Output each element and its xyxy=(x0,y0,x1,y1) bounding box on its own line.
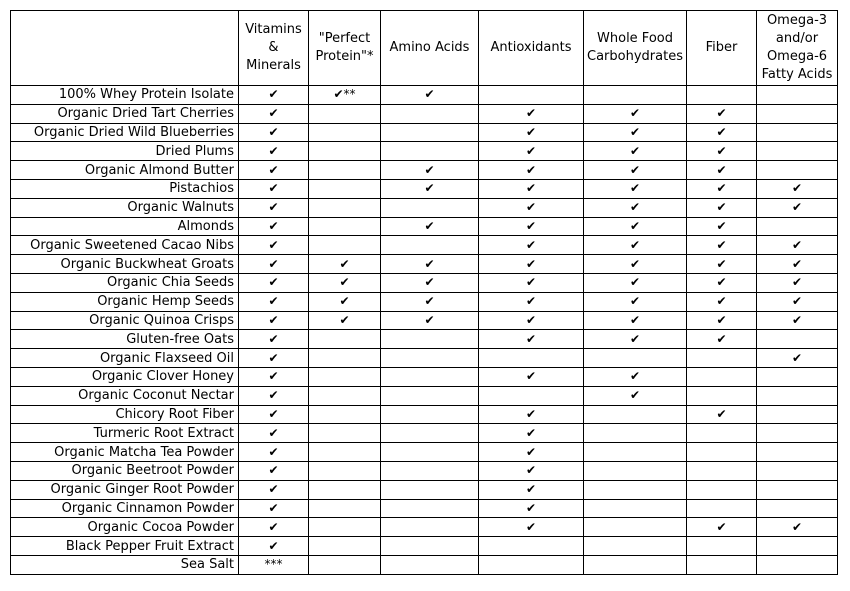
ingredient-name: Organic Almond Butter xyxy=(11,161,239,180)
table-cell xyxy=(381,461,479,480)
check-icon: ✔ xyxy=(239,424,309,443)
check-icon: ✔ xyxy=(239,537,309,556)
table-row xyxy=(11,405,838,424)
check-icon: ✔ xyxy=(584,123,687,142)
check-icon: ✔ xyxy=(584,367,687,386)
table-cell xyxy=(687,367,757,386)
ingredient-name: Organic Buckwheat Groats xyxy=(11,255,239,274)
ingredient-name: Organic Walnuts xyxy=(11,198,239,217)
check-icon: ✔ xyxy=(584,311,687,330)
ingredient-name: Dried Plums xyxy=(11,142,239,161)
table-cell xyxy=(309,198,381,217)
check-icon: ✔ xyxy=(479,405,584,424)
table-cell xyxy=(479,386,584,405)
check-icon: ✔ xyxy=(479,480,584,499)
nutrition-comparison-table xyxy=(10,10,838,575)
check-icon: ✔ xyxy=(757,198,838,217)
check-icon: ✔ xyxy=(239,198,309,217)
table-cell xyxy=(687,461,757,480)
table-row xyxy=(11,480,838,499)
column-header: Vitamins & Minerals xyxy=(239,11,309,86)
table-cell: *** xyxy=(239,555,309,574)
table-cell xyxy=(757,104,838,123)
table-cell xyxy=(687,349,757,368)
check-icon: ✔ xyxy=(584,161,687,180)
check-icon: ✔ xyxy=(381,311,479,330)
ingredient-name: Organic Ginger Root Powder xyxy=(11,480,239,499)
check-icon: ✔ xyxy=(687,518,757,537)
table-cell xyxy=(381,198,479,217)
table-cell xyxy=(757,123,838,142)
table-row xyxy=(11,236,838,255)
check-icon: ✔ xyxy=(687,273,757,292)
check-icon: ✔ xyxy=(687,123,757,142)
check-icon: ✔ xyxy=(239,123,309,142)
table-row xyxy=(11,424,838,443)
ingredient-name: Organic Quinoa Crisps xyxy=(11,311,239,330)
table-cell xyxy=(757,161,838,180)
check-icon: ✔ xyxy=(381,217,479,236)
table-cell xyxy=(381,349,479,368)
column-header: Antioxidants xyxy=(479,11,584,86)
check-icon: ✔ xyxy=(309,311,381,330)
table-cell xyxy=(309,386,381,405)
check-icon: ✔ xyxy=(239,273,309,292)
check-icon: ✔ xyxy=(239,311,309,330)
table-cell xyxy=(309,179,381,198)
table-cell xyxy=(757,480,838,499)
ingredient-name: Organic Cocoa Powder xyxy=(11,518,239,537)
table-row xyxy=(11,104,838,123)
check-icon: ✔ xyxy=(479,236,584,255)
table-row xyxy=(11,461,838,480)
ingredient-name: Organic Dried Tart Cherries xyxy=(11,104,239,123)
ingredient-name: Black Pepper Fruit Extract xyxy=(11,537,239,556)
table-cell xyxy=(309,499,381,518)
check-icon: ✔ xyxy=(479,255,584,274)
table-cell xyxy=(757,424,838,443)
table-cell xyxy=(309,443,381,462)
table-cell xyxy=(309,424,381,443)
table-row xyxy=(11,330,838,349)
table-cell xyxy=(479,555,584,574)
check-icon: ✔ xyxy=(239,142,309,161)
check-icon: ✔ xyxy=(479,367,584,386)
table-cell xyxy=(757,537,838,556)
ingredient-name: Organic Chia Seeds xyxy=(11,273,239,292)
check-icon: ✔ xyxy=(479,499,584,518)
check-icon: ✔ xyxy=(309,255,381,274)
table-cell xyxy=(309,405,381,424)
check-icon: ✔ xyxy=(239,386,309,405)
check-icon: ✔ xyxy=(479,424,584,443)
check-icon: ✔ xyxy=(239,255,309,274)
check-icon: ✔ xyxy=(239,499,309,518)
check-icon: ✔ xyxy=(584,198,687,217)
check-icon: ✔ xyxy=(479,198,584,217)
table-cell xyxy=(687,86,757,105)
table-cell xyxy=(757,386,838,405)
check-icon: ✔ xyxy=(584,273,687,292)
check-icon: ✔ xyxy=(479,330,584,349)
ingredient-name: Organic Beetroot Powder xyxy=(11,461,239,480)
column-header: Omega-3 and/or Omega-6 Fatty Acids xyxy=(757,11,838,86)
check-icon: ✔ xyxy=(479,104,584,123)
ingredient-name: Organic Clover Honey xyxy=(11,367,239,386)
table-cell xyxy=(584,443,687,462)
check-icon: ✔ xyxy=(239,330,309,349)
ingredient-name: Chicory Root Fiber xyxy=(11,405,239,424)
check-icon: ✔ xyxy=(239,161,309,180)
table-cell xyxy=(757,461,838,480)
check-icon: ✔ xyxy=(687,236,757,255)
check-icon: ✔ xyxy=(584,217,687,236)
check-icon: ✔ xyxy=(584,330,687,349)
check-icon: ✔ xyxy=(757,311,838,330)
table-cell xyxy=(381,142,479,161)
table-cell xyxy=(381,386,479,405)
check-icon: ✔ xyxy=(687,405,757,424)
table-cell xyxy=(309,104,381,123)
table-cell xyxy=(757,555,838,574)
header-blank xyxy=(11,11,239,86)
check-icon: ✔ xyxy=(479,461,584,480)
check-icon: ✔ xyxy=(239,443,309,462)
check-icon: ✔ xyxy=(687,104,757,123)
table-row xyxy=(11,386,838,405)
table-cell xyxy=(687,537,757,556)
table-cell xyxy=(584,349,687,368)
check-icon: ✔ xyxy=(239,349,309,368)
check-icon: ✔ xyxy=(584,104,687,123)
table-row xyxy=(11,311,838,330)
table-cell xyxy=(584,86,687,105)
column-header: Whole Food Carbohydrates xyxy=(584,11,687,86)
check-icon: ✔ xyxy=(687,292,757,311)
table-cell xyxy=(309,537,381,556)
table-cell xyxy=(757,86,838,105)
table-row xyxy=(11,292,838,311)
table-cell xyxy=(381,236,479,255)
check-icon: ✔ xyxy=(687,255,757,274)
check-icon: ✔ xyxy=(479,518,584,537)
check-icon: ✔ xyxy=(479,217,584,236)
check-icon: ✔ xyxy=(381,273,479,292)
table-cell xyxy=(381,480,479,499)
check-icon: ✔ xyxy=(687,217,757,236)
ingredient-name: Gluten-free Oats xyxy=(11,330,239,349)
table-cell xyxy=(687,443,757,462)
check-icon: ✔ xyxy=(687,179,757,198)
table-row xyxy=(11,518,838,537)
check-icon: ✔ xyxy=(381,86,479,105)
ingredient-name: 100% Whey Protein Isolate xyxy=(11,86,239,105)
table-row xyxy=(11,179,838,198)
table-cell xyxy=(309,142,381,161)
check-icon: ✔ xyxy=(381,179,479,198)
ingredient-name: Organic Cinnamon Powder xyxy=(11,499,239,518)
table-cell xyxy=(584,461,687,480)
table-cell xyxy=(584,537,687,556)
table-cell xyxy=(381,104,479,123)
check-icon: ✔ xyxy=(584,386,687,405)
check-icon: ✔ xyxy=(757,349,838,368)
table-row xyxy=(11,123,838,142)
table-cell xyxy=(309,349,381,368)
ingredient-name: Pistachios xyxy=(11,179,239,198)
ingredient-name: Sea Salt xyxy=(11,555,239,574)
check-icon: ✔ xyxy=(479,161,584,180)
column-header: "Perfect Protein"* xyxy=(309,11,381,86)
check-icon: ✔ xyxy=(479,292,584,311)
table-row xyxy=(11,273,838,292)
check-icon: ✔ xyxy=(757,179,838,198)
table-body xyxy=(11,86,838,575)
table-cell xyxy=(381,405,479,424)
check-icon: ✔ xyxy=(239,518,309,537)
check-icon: ✔ xyxy=(381,255,479,274)
check-icon: ✔ xyxy=(239,367,309,386)
check-icon: ✔ xyxy=(757,292,838,311)
table-row xyxy=(11,142,838,161)
ingredient-name: Organic Dried Wild Blueberries xyxy=(11,123,239,142)
table-cell xyxy=(687,499,757,518)
check-icon: ✔** xyxy=(309,86,381,105)
table-cell xyxy=(584,405,687,424)
check-icon: ✔ xyxy=(584,292,687,311)
check-icon: ✔ xyxy=(687,142,757,161)
table-cell xyxy=(309,217,381,236)
check-icon: ✔ xyxy=(757,273,838,292)
table-cell xyxy=(381,499,479,518)
check-icon: ✔ xyxy=(239,292,309,311)
table-cell xyxy=(309,367,381,386)
check-icon: ✔ xyxy=(757,236,838,255)
table-row xyxy=(11,443,838,462)
table-row xyxy=(11,367,838,386)
table-cell xyxy=(381,537,479,556)
check-icon: ✔ xyxy=(584,255,687,274)
table-cell xyxy=(757,443,838,462)
table-cell xyxy=(757,405,838,424)
table-row xyxy=(11,161,838,180)
table-cell xyxy=(309,236,381,255)
check-icon: ✔ xyxy=(239,480,309,499)
check-icon: ✔ xyxy=(479,179,584,198)
table-cell xyxy=(381,443,479,462)
table-cell xyxy=(381,123,479,142)
table-cell xyxy=(584,424,687,443)
check-icon: ✔ xyxy=(239,179,309,198)
table-cell xyxy=(309,461,381,480)
check-icon: ✔ xyxy=(687,330,757,349)
ingredient-name: Almonds xyxy=(11,217,239,236)
table-cell xyxy=(309,555,381,574)
check-icon: ✔ xyxy=(239,405,309,424)
table-cell xyxy=(757,142,838,161)
header-row xyxy=(11,11,838,86)
table-row xyxy=(11,499,838,518)
table-cell xyxy=(584,480,687,499)
check-icon: ✔ xyxy=(239,104,309,123)
ingredient-name: Organic Coconut Nectar xyxy=(11,386,239,405)
table-cell xyxy=(381,555,479,574)
table-cell xyxy=(309,330,381,349)
table-cell xyxy=(687,424,757,443)
check-icon: ✔ xyxy=(757,255,838,274)
table-cell xyxy=(309,123,381,142)
check-icon: ✔ xyxy=(687,311,757,330)
table-cell xyxy=(309,161,381,180)
table-cell xyxy=(381,424,479,443)
ingredient-name: Turmeric Root Extract xyxy=(11,424,239,443)
check-icon: ✔ xyxy=(479,443,584,462)
table-cell xyxy=(687,555,757,574)
table-cell xyxy=(381,330,479,349)
table-cell xyxy=(479,537,584,556)
check-icon: ✔ xyxy=(309,273,381,292)
check-icon: ✔ xyxy=(239,217,309,236)
table-cell xyxy=(584,499,687,518)
table-row xyxy=(11,217,838,236)
check-icon: ✔ xyxy=(584,236,687,255)
check-icon: ✔ xyxy=(479,123,584,142)
column-header: Amino Acids xyxy=(381,11,479,86)
ingredient-name: Organic Hemp Seeds xyxy=(11,292,239,311)
table-cell xyxy=(381,518,479,537)
table-cell xyxy=(757,217,838,236)
ingredient-name: Organic Matcha Tea Powder xyxy=(11,443,239,462)
table-cell xyxy=(309,518,381,537)
table-cell xyxy=(584,518,687,537)
check-icon: ✔ xyxy=(584,179,687,198)
check-icon: ✔ xyxy=(687,198,757,217)
table-cell xyxy=(479,86,584,105)
table-cell xyxy=(757,330,838,349)
check-icon: ✔ xyxy=(239,461,309,480)
table-row xyxy=(11,255,838,274)
table-row xyxy=(11,555,838,574)
table-cell xyxy=(479,349,584,368)
table-cell xyxy=(687,386,757,405)
column-header: Fiber xyxy=(687,11,757,86)
check-icon: ✔ xyxy=(381,161,479,180)
table-row xyxy=(11,537,838,556)
check-icon: ✔ xyxy=(381,292,479,311)
check-icon: ✔ xyxy=(584,142,687,161)
table-cell xyxy=(381,367,479,386)
check-icon: ✔ xyxy=(309,292,381,311)
table-cell xyxy=(757,367,838,386)
ingredient-name: Organic Flaxseed Oil xyxy=(11,349,239,368)
table-row xyxy=(11,86,838,105)
check-icon: ✔ xyxy=(479,273,584,292)
check-icon: ✔ xyxy=(757,518,838,537)
table-cell xyxy=(584,555,687,574)
check-icon: ✔ xyxy=(687,161,757,180)
table-row xyxy=(11,198,838,217)
check-icon: ✔ xyxy=(239,86,309,105)
check-icon: ✔ xyxy=(479,311,584,330)
table-cell xyxy=(757,499,838,518)
table-row xyxy=(11,349,838,368)
table-cell xyxy=(309,480,381,499)
check-icon: ✔ xyxy=(479,142,584,161)
table-cell xyxy=(687,480,757,499)
ingredient-name: Organic Sweetened Cacao Nibs xyxy=(11,236,239,255)
check-icon: ✔ xyxy=(239,236,309,255)
